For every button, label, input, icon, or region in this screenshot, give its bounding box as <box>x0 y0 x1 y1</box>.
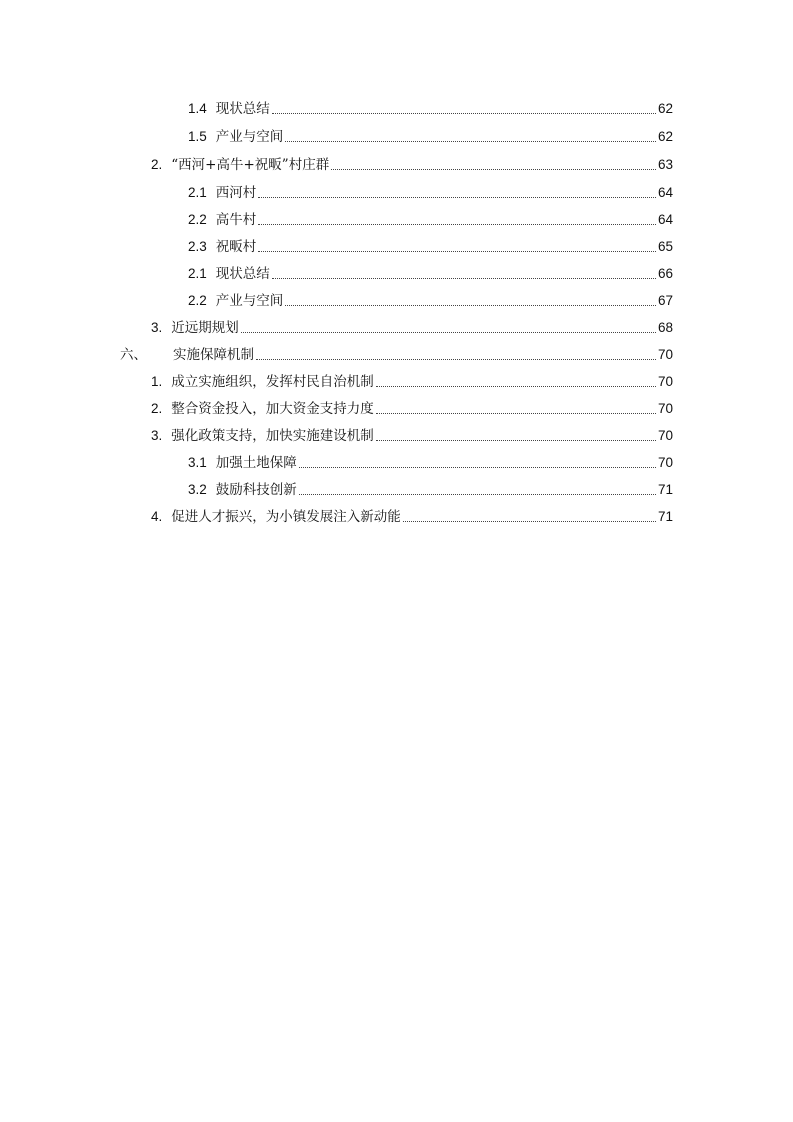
dot-leader <box>285 141 656 142</box>
toc-entry-page: 62 <box>657 129 673 144</box>
dot-leader <box>258 251 656 252</box>
dot-leader <box>376 413 656 414</box>
toc-entry-title: 近远期规划 <box>171 320 239 336</box>
dot-leader <box>299 494 656 495</box>
toc-entry-number: 2.1 <box>188 185 207 200</box>
toc-entry-title: 加强土地保障 <box>215 455 297 471</box>
toc-entry-6-3[interactable] <box>151 425 673 447</box>
toc-entry-page: 70 <box>657 374 673 389</box>
dot-leader <box>256 359 656 360</box>
toc-entry-2-1-summary[interactable] <box>188 263 673 285</box>
toc-entry-number: 2.2 <box>188 293 207 308</box>
toc-entry-title: 高牛村 <box>215 212 257 228</box>
toc-entry-2-2-industry[interactable] <box>188 290 673 312</box>
toc-entry-number: 3. <box>151 320 163 335</box>
dot-leader <box>331 169 656 170</box>
toc-entry-number: 4. <box>151 509 163 524</box>
toc-entry-title: 实施保障机制 <box>173 347 254 363</box>
toc-entry-2[interactable] <box>151 154 673 176</box>
dot-leader <box>376 386 656 387</box>
dot-leader <box>272 113 656 114</box>
toc-entry-number: 2.1 <box>188 266 207 281</box>
toc-entry-title: 现状总结 <box>215 101 270 117</box>
toc-entry-page: 70 <box>657 401 673 416</box>
toc-entry-page: 64 <box>657 212 673 227</box>
toc-entry-page: 63 <box>657 157 673 172</box>
dot-leader <box>285 305 656 306</box>
toc-entry-number: 3.2 <box>188 482 207 497</box>
toc-entry-number: 六、 <box>120 347 147 363</box>
dot-leader <box>241 332 656 333</box>
toc-entry-number: 2.2 <box>188 212 207 227</box>
toc-entry-title: 鼓励科技创新 <box>215 482 297 498</box>
toc-entry-title: 产业与空间 <box>215 293 284 309</box>
toc-entry-page: 67 <box>657 293 673 308</box>
toc-entry-number: 2. <box>151 401 163 416</box>
toc-entry-title: “西河+高牛+祝畈”村庄群 <box>171 157 330 173</box>
toc-entry-6-3-1[interactable] <box>188 452 673 474</box>
dot-leader <box>403 521 656 522</box>
dot-leader <box>258 197 656 198</box>
toc-entry-page: 71 <box>657 482 673 497</box>
toc-entry-number: 1.5 <box>188 129 207 144</box>
toc-entry-page: 65 <box>657 239 673 254</box>
dot-leader <box>299 467 656 468</box>
toc-entry-title: 强化政策支持，加快实施建设机制 <box>171 428 374 444</box>
toc-entry-number: 2. <box>151 157 163 172</box>
toc-entry-6-3-2[interactable] <box>188 479 673 501</box>
toc-entry-1-4[interactable] <box>188 98 673 120</box>
toc-entry-page: 71 <box>657 509 673 524</box>
toc-entry-number: 3. <box>151 428 163 443</box>
toc-entry-page: 66 <box>657 266 673 281</box>
toc-entry-number: 3.1 <box>188 455 207 470</box>
toc-entry-number: 2.3 <box>188 239 207 254</box>
toc-entry-page: 70 <box>657 347 673 362</box>
toc-entry-title: 现状总结 <box>215 266 270 282</box>
toc-entry-page: 70 <box>657 428 673 443</box>
toc-entry-1-5[interactable] <box>188 126 673 148</box>
toc-entry-page: 64 <box>657 185 673 200</box>
toc-entry-6-1[interactable] <box>151 371 673 393</box>
toc-entry-3[interactable] <box>151 317 673 339</box>
toc-entry-2-2[interactable] <box>188 209 673 231</box>
toc-entry-title: 成立实施组织，发挥村民自治机制 <box>171 374 374 390</box>
toc-entry-title: 促进人才振兴，为小镇发展注入新动能 <box>171 509 401 525</box>
toc-entry-title: 产业与空间 <box>215 129 284 145</box>
toc-entry-6-2[interactable] <box>151 398 673 420</box>
toc-entry-title: 整合资金投入，加大资金支持力度 <box>171 401 374 417</box>
toc-entry-title: 西河村 <box>215 185 257 201</box>
toc-entry-number: 1.4 <box>188 101 207 116</box>
toc-entry-page: 70 <box>657 455 673 470</box>
toc-entry-6-4[interactable] <box>151 506 673 528</box>
toc-entry-page: 68 <box>657 320 673 335</box>
toc-entry-2-3[interactable] <box>188 236 673 258</box>
toc-entry-page: 62 <box>657 101 673 116</box>
toc-entry-title: 祝畈村 <box>215 239 257 255</box>
dot-leader <box>272 278 656 279</box>
toc-entry-chapter-6[interactable] <box>120 344 673 366</box>
dot-leader <box>258 224 656 225</box>
dot-leader <box>376 440 656 441</box>
toc-entry-number: 1. <box>151 374 163 389</box>
toc-entry-2-1[interactable] <box>188 182 673 204</box>
